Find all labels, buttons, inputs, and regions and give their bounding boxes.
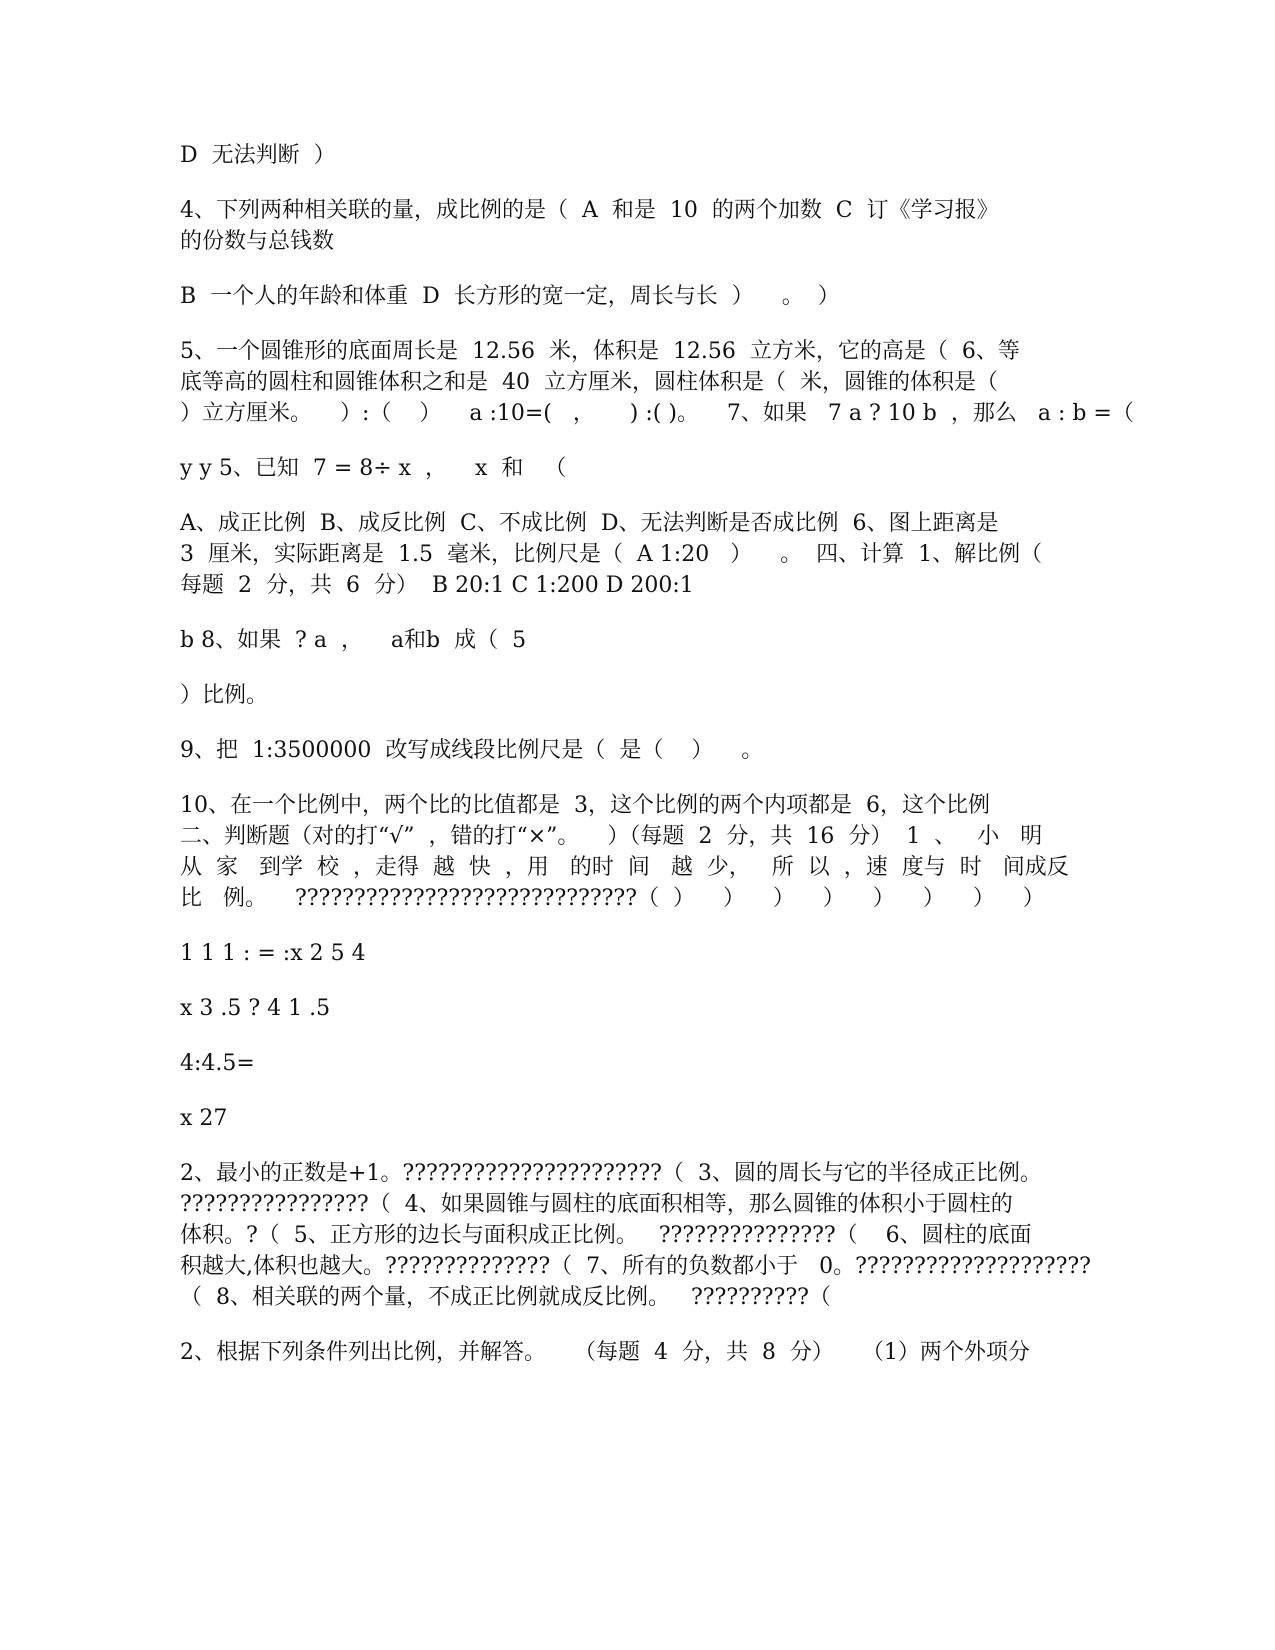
text-line: x 27 xyxy=(180,1106,228,1131)
text-line: 5、一个圆锥形的底面周长是 12.56 米，体积是 12.56 立方米，它的高是（ 6、等 xyxy=(180,339,1020,364)
text-line: D 无法判断 ） xyxy=(180,143,336,168)
text-line: 比 例。 ?????????????????????????????（ ） ） ） ） ） ） ） ） xyxy=(180,886,1045,911)
document-page xyxy=(180,140,1134,1392)
paragraph xyxy=(180,993,1060,1024)
text-line: 体积。?（ 5、正方形的边长与面积成正比例。 ???????????????（ 6、圆柱的底面 xyxy=(180,1223,1032,1248)
paragraph xyxy=(180,195,1060,257)
text-line: （ 8、相关联的两个量，不成正比例就成反比例。 ??????????（ xyxy=(180,1285,831,1310)
paragraph xyxy=(180,281,1060,312)
text-line: 的份数与总钱数 xyxy=(180,229,335,254)
paragraph xyxy=(180,1158,1091,1313)
text-line: 4:4.5= xyxy=(180,1051,255,1076)
paragraph xyxy=(180,336,1134,429)
paragraph xyxy=(180,1337,1060,1368)
text-line: x 3 .5 ? 4 1 .5 xyxy=(180,996,331,1021)
paragraph xyxy=(180,735,1060,766)
text-line: 4、下列两种相关联的量，成比例的是（ A 和是 10 的两个加数 C 订《学习报》 xyxy=(180,198,999,223)
text-line: 积越大,体积也越大。??????????????（ 7、所有的负数都小于 0。???????????????????? xyxy=(180,1254,1091,1279)
paragraph xyxy=(180,938,1060,969)
text-line: A、成正比例 B、成反比例 C、不成比例 D、无法判断是否成比例 6、图上距离是 xyxy=(180,511,999,536)
text-line: 底等高的圆柱和圆锥体积之和是 40 立方厘米，圆柱体积是（ 米，圆锥的体积是（ xyxy=(180,370,998,395)
text-line: 1 1 1 : = :x 2 5 4 xyxy=(180,941,366,966)
text-line: 3 厘米，实际距离是 1.5 毫米，比例尺是（ A 1:20 ） 。 四、计算 1、解比例（ xyxy=(180,542,1043,567)
paragraph xyxy=(180,625,1060,656)
text-line: 二、判断题（对的打“√” ，错的打“×”。 ）（每题 2 分，共 16 分） 1 、 小 明 xyxy=(180,824,1043,849)
text-line: 9、把 1:3500000 改写成线段比例尺是（ 是（ ） 。 xyxy=(180,738,764,763)
paragraph xyxy=(180,1048,1060,1079)
text-line: ）比例。 xyxy=(180,683,269,708)
text-line: B 一个人的年龄和体重 D 长方形的宽一定，周长与长 ） 。 ） xyxy=(180,284,840,309)
paragraph xyxy=(180,140,1060,171)
paragraph xyxy=(180,508,1060,601)
paragraph xyxy=(180,1103,1060,1134)
text-line: 每题 2 分，共 6 分） B 20:1 C 1:200 D 200:1 xyxy=(180,573,694,598)
paragraph xyxy=(180,453,1060,484)
text-line: ????????????????（ 4、如果圆锥与圆柱的底面积相等，那么圆锥的体积小于圆柱的 xyxy=(180,1192,1013,1217)
text-line: y y 5、已知 7 = 8÷ x ， x 和 （ xyxy=(180,456,567,481)
text-line: 从 家 到学 校 ，走得 越 快 ，用 的时 间 越 少， 所 以 ，速 度与 时 间成反 xyxy=(180,855,1069,880)
paragraph xyxy=(180,790,1069,914)
text-line: b 8、如果 ? a ， a和b 成（ 5 xyxy=(180,628,527,653)
paragraph xyxy=(180,680,1060,711)
text-line: 2、根据下列条件列出比例，并解答。 （每题 4 分，共 8 分） （1）两个外项分 xyxy=(180,1340,1030,1365)
text-line: 10、在一个比例中，两个比的比值都是 3，这个比例的两个内项都是 6，这个比例 xyxy=(180,793,990,818)
text-line: ）立方厘米。 ）:（ ） a :10=( ， ) :( )。 7、如果 7 a ? 10 b ，那么 a : b =（ xyxy=(180,401,1134,426)
text-line: 2、最小的正数是+1。??????????????????????（ 3、圆的周长与它的半径成正比例。 xyxy=(180,1161,1042,1186)
